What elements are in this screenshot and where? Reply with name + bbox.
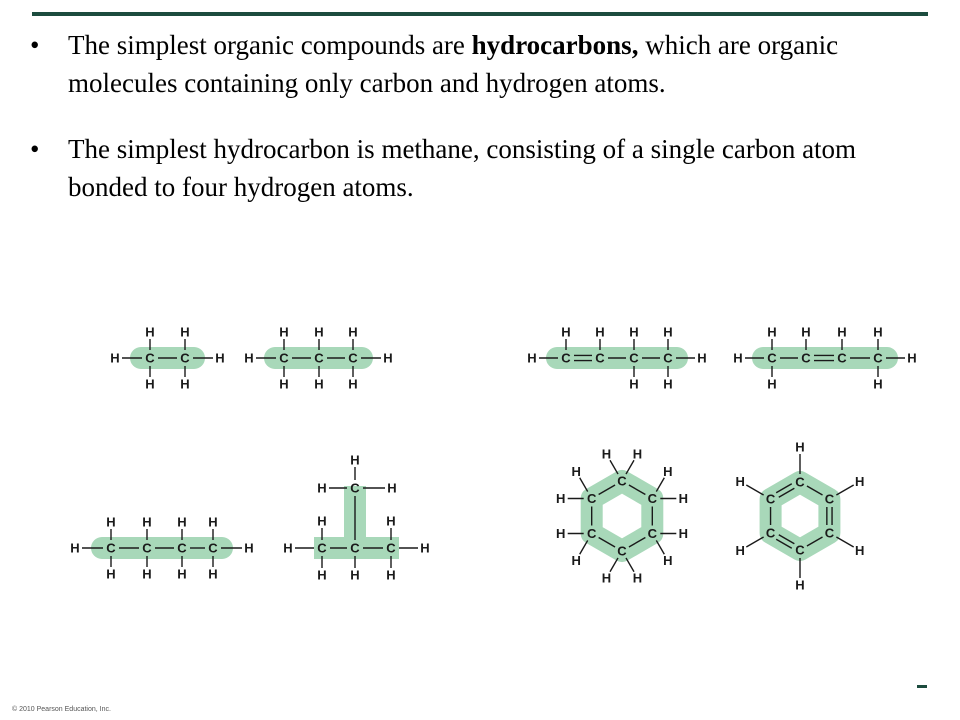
carbon-atom: C [801, 350, 811, 366]
hydrogen-atom: H [106, 566, 116, 582]
carbon-atom: C [617, 473, 627, 489]
single-bond [836, 485, 853, 495]
hydrogen-atom: H [855, 474, 865, 489]
hydrogen-atom: H [767, 376, 777, 392]
hydrogen-atom: H [632, 570, 643, 586]
carbon-atom: C [647, 491, 658, 506]
carbon-atom: C [350, 480, 360, 496]
carbon-atom: C [142, 540, 152, 556]
hydrogen-atom: H [873, 324, 883, 340]
hydrogen-atom: H [215, 350, 225, 366]
hydrogen-atom: H [350, 567, 360, 583]
hydrogen-atom: H [801, 324, 811, 340]
carbon-atom: C [177, 540, 187, 556]
hydrogen-atom: H [663, 552, 673, 568]
single-bond [836, 537, 853, 547]
hydrogen-atom: H [386, 513, 396, 529]
hydrogen-atom: H [110, 350, 120, 366]
carbon-atom: C [837, 350, 847, 366]
hydrogen-atom: H [561, 324, 571, 340]
carbon-atom: C [350, 540, 360, 556]
hydrogen-atom: H [571, 464, 581, 480]
single-bond [626, 460, 634, 474]
ring-highlight [771, 482, 830, 550]
hydrogen-atom: H [678, 525, 689, 541]
hydrogen-atom: H [279, 324, 289, 340]
hydrogen-atom: H [314, 376, 324, 392]
hydrogen-atom: H [735, 543, 745, 558]
hydrogen-atom: H [70, 540, 80, 556]
propane-molecule [244, 325, 392, 392]
carbon-atom: C [767, 350, 777, 366]
carbon-atom: C [647, 526, 658, 541]
carbon-atom: C [617, 543, 627, 559]
single-bond [656, 478, 664, 492]
hydrogen-atom: H [348, 376, 358, 392]
hydrogen-atom: H [177, 514, 187, 530]
hydrogen-atom: H [595, 324, 605, 340]
butane-molecule [70, 515, 253, 582]
hydrogen-atom: H [767, 324, 777, 340]
hydrogen-atom: H [795, 439, 805, 455]
carbon-atom: C [348, 350, 358, 366]
hydrogen-atom: H [180, 324, 190, 340]
carbon-atom: C [317, 540, 327, 556]
carbon-atom: C [595, 350, 605, 366]
hydrogen-atom: H [733, 350, 743, 366]
carbon-atom: C [873, 350, 883, 366]
hydrogen-atom: H [180, 376, 190, 392]
ethane-molecule [110, 325, 224, 392]
hydrogen-atom: H [348, 324, 358, 340]
bullet-symbol: • [30, 134, 40, 164]
single-bond [580, 478, 588, 492]
hydrogen-atom: H [142, 566, 152, 582]
hydrogen-atom: H [795, 577, 805, 593]
hydrogen-atom: H [527, 350, 537, 366]
cyclohexane-molecule [556, 447, 688, 586]
bullet-text: The simplest hydrocarbon is methane, consisting of a single carbon atom bonded to four hydrogen atoms. [68, 134, 857, 202]
carbon-atom: C [279, 350, 289, 366]
carbon-atom: C [824, 491, 835, 507]
hydrogen-atom: H [601, 570, 612, 586]
ring-highlight [592, 481, 653, 551]
hydrogen-atom: H [350, 452, 360, 468]
single-bond [610, 460, 618, 474]
hydrogen-atom: H [317, 567, 327, 583]
hydrogen-atom: H [663, 324, 673, 340]
carbon-atom: C [386, 540, 396, 556]
carbon-atom: C [824, 525, 835, 541]
copyright-notice: © 2010 Pearson Education, Inc. [12, 706, 111, 713]
hydrogen-atom: H [283, 540, 293, 556]
corner-mark [917, 685, 927, 688]
hydrogen-atom: H [142, 514, 152, 530]
carbon-atom: C [795, 542, 805, 558]
bullet-text-start: The simplest organic compounds are [68, 30, 472, 60]
hydrogen-atom: H [873, 376, 883, 392]
carbon-atom: C [586, 491, 597, 506]
carbon-atom: C [106, 540, 116, 556]
bullet-text-end: which are organic molecules containing only carbon and hydrogen atoms. [68, 30, 839, 98]
hydrogen-atom: H [279, 376, 289, 392]
hydrogen-atom: H [629, 324, 639, 340]
carbon-atom: C [629, 350, 639, 366]
hydrogen-atom: H [317, 480, 327, 496]
hydrogen-atom: H [106, 514, 116, 530]
hydrogen-atom: H [314, 324, 324, 340]
hydrogen-atom: H [386, 567, 396, 583]
single-bond [746, 537, 763, 547]
hydrogen-atom: H [601, 446, 612, 462]
hydrogen-atom: H [632, 446, 643, 462]
carbon-atom: C [180, 350, 190, 366]
hydrogen-atom: H [208, 566, 218, 582]
hydrogen-atom: H [244, 350, 254, 366]
hydrogen-atom: H [555, 525, 566, 541]
hydrogen-atom: H [177, 566, 187, 582]
1-butene-molecule [527, 325, 706, 392]
hydrogen-atom: H [383, 350, 393, 366]
hydrogen-atom: H [145, 324, 155, 340]
single-bond [746, 485, 763, 495]
2-butene-molecule [733, 325, 916, 392]
carbon-atom: C [314, 350, 324, 366]
carbon-atom: C [586, 526, 597, 541]
hydrogen-atom: H [663, 376, 673, 392]
carbon-atom: C [795, 474, 805, 490]
carbon-atom: C [561, 350, 571, 366]
hydrogen-atom: H [855, 543, 865, 558]
hydrogen-atom: H [697, 350, 707, 366]
hydrogen-atom: H [907, 350, 917, 366]
bold-term: hydrocarbons, [471, 30, 639, 60]
carbon-atom: C [765, 525, 776, 541]
hydrogen-atom: H [317, 513, 327, 529]
hydrogen-atom: H [387, 480, 397, 496]
hydrogen-atom: H [208, 514, 218, 530]
carbon-atom: C [663, 350, 673, 366]
isobutane-molecule [283, 453, 429, 583]
hydrogen-atom: H [735, 474, 745, 489]
hydrogen-atom: H [629, 376, 639, 392]
hydrogen-atom: H [571, 552, 581, 568]
hydrogen-atom: H [663, 464, 673, 480]
hydrogen-atom: H [420, 540, 430, 556]
hydrogen-atom: H [244, 540, 254, 556]
hydrogen-atom: H [837, 324, 847, 340]
carbon-atom: C [208, 540, 218, 556]
hydrogen-atom: H [555, 491, 566, 507]
hydrogen-atom: H [678, 491, 689, 507]
bullet-symbol: • [30, 30, 40, 60]
benzene-molecule [736, 440, 865, 593]
hydrogen-atom: H [145, 376, 155, 392]
carbon-atom: C [145, 350, 155, 366]
carbon-atom: C [765, 491, 776, 507]
